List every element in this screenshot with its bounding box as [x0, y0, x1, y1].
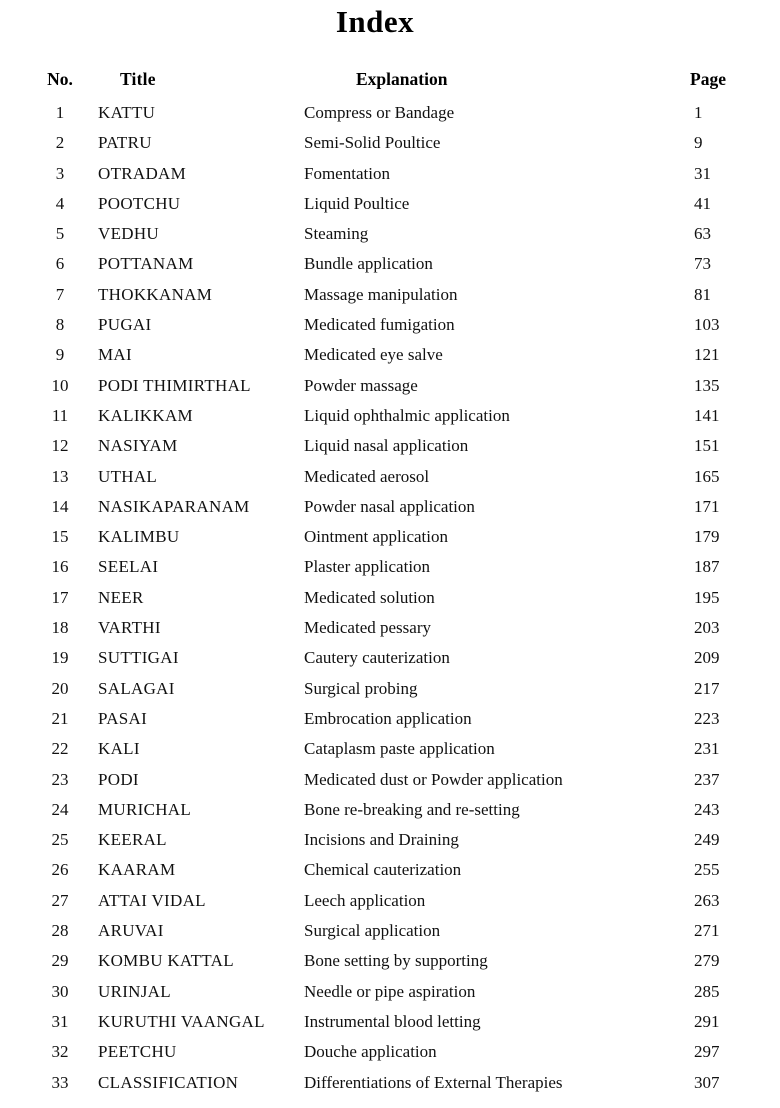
table-row: [38, 583, 752, 613]
table-row: [38, 886, 752, 916]
row-page: 209: [694, 648, 720, 668]
table-row: [38, 855, 752, 885]
table-row: [38, 765, 752, 795]
row-page: 171: [694, 496, 720, 516]
row-title: URINJAL: [98, 981, 171, 1001]
row-no: 6: [55, 254, 65, 274]
row-explanation: Bone re-breaking and re-setting: [304, 799, 520, 819]
row-explanation: Bundle application: [304, 254, 433, 274]
row-no: 33: [51, 1072, 69, 1092]
row-page: 103: [694, 315, 720, 335]
table-row: [38, 946, 752, 976]
row-page: 73: [694, 254, 711, 274]
row-title: SUTTIGAI: [98, 648, 179, 668]
row-title: PEETCHU: [98, 1042, 177, 1062]
row-page: 203: [694, 618, 720, 638]
row-no: 29: [51, 951, 69, 971]
row-title: KALIKKAM: [98, 405, 193, 425]
row-page: 195: [694, 587, 720, 607]
row-title: MAI: [98, 345, 132, 365]
row-title: POTTANAM: [98, 254, 194, 274]
row-no: 15: [51, 527, 69, 547]
row-no: 32: [51, 1042, 69, 1062]
row-no: 20: [51, 678, 69, 698]
row-explanation: Plaster application: [304, 557, 431, 577]
row-page: 9: [694, 133, 703, 153]
row-explanation: Steaming: [304, 224, 369, 244]
table-row: [38, 371, 752, 401]
table-row: [38, 492, 752, 522]
header-explanation: Explanation: [356, 69, 448, 89]
table-row: [38, 249, 752, 279]
row-no: 25: [51, 830, 69, 850]
row-page: 31: [694, 163, 711, 183]
row-explanation: Liquid ophthalmic application: [304, 405, 510, 425]
table-row: [38, 795, 752, 825]
row-title: PATRU: [98, 133, 152, 153]
row-no: 10: [51, 375, 69, 395]
row-page: 217: [694, 678, 720, 698]
table-row: [38, 522, 752, 552]
row-page: 249: [694, 830, 720, 850]
row-no: 24: [51, 799, 69, 819]
row-title: UTHAL: [98, 466, 158, 486]
row-explanation: Embrocation application: [304, 708, 472, 728]
row-explanation: Massage manipulation: [304, 284, 458, 304]
row-title: KEERAL: [98, 830, 167, 850]
row-title: KOMBU KATTAL: [98, 951, 234, 971]
row-explanation: Leech application: [304, 890, 426, 910]
row-title: KATTU: [98, 103, 156, 122]
row-page: 187: [694, 557, 720, 577]
index-table: [38, 64, 752, 1098]
row-title: MURICHAL: [98, 799, 192, 819]
table-row: [38, 613, 752, 643]
row-no: 3: [55, 163, 65, 183]
row-explanation: Fomentation: [304, 163, 390, 183]
row-page: 291: [694, 1011, 720, 1031]
row-explanation: Medicated aerosol: [304, 466, 430, 486]
row-title: KAARAM: [98, 860, 176, 880]
row-no: 7: [55, 284, 65, 304]
table-row: [38, 674, 752, 704]
row-no: 9: [55, 345, 65, 365]
table-row: [38, 825, 752, 855]
row-explanation: Bone setting by supporting: [304, 951, 488, 971]
header-title: Title: [120, 69, 156, 89]
row-page: 121: [694, 345, 720, 365]
table-row: [38, 159, 752, 189]
table-header-row: [38, 64, 752, 96]
row-no: 2: [55, 133, 65, 153]
table-row: [38, 1068, 752, 1098]
row-page: 41: [694, 193, 711, 213]
row-no: 14: [51, 496, 69, 516]
row-title: VEDHU: [98, 224, 159, 244]
header-page: Page: [690, 69, 726, 89]
row-page: 151: [694, 436, 720, 456]
row-title: PUGAI: [98, 315, 152, 335]
row-title: ARUVAI: [98, 921, 164, 941]
row-no: 21: [51, 708, 69, 728]
row-no: 11: [51, 405, 69, 425]
row-explanation: Incisions and Draining: [304, 830, 459, 850]
table-row: [38, 552, 752, 582]
row-no: 26: [51, 860, 69, 880]
table-row: [38, 1007, 752, 1037]
row-page: 237: [694, 769, 720, 789]
table-row: [38, 128, 752, 158]
row-explanation: Instrumental blood letting: [304, 1011, 481, 1031]
table-row: [38, 280, 752, 310]
row-title: KALI: [98, 739, 140, 759]
table-row: [38, 219, 752, 249]
row-explanation: Ointment application: [304, 527, 448, 547]
row-page: 307: [694, 1072, 720, 1092]
row-explanation: Surgical application: [304, 921, 441, 941]
row-explanation: Chemical cauterization: [304, 860, 462, 880]
row-page: 135: [694, 375, 720, 395]
table-row: [38, 431, 752, 461]
table-row: [38, 916, 752, 946]
row-no: 17: [51, 587, 69, 607]
row-no: 4: [55, 193, 65, 213]
row-no: 1: [55, 103, 65, 122]
row-no: 8: [55, 315, 65, 335]
row-title: ATTAI VIDAL: [98, 890, 206, 910]
row-no: 19: [51, 648, 69, 668]
row-title: PODI: [98, 769, 139, 789]
row-title: VARTHI: [98, 618, 161, 638]
row-no: 12: [51, 436, 69, 456]
row-no: 28: [51, 921, 69, 941]
row-no: 16: [51, 557, 69, 577]
row-no: 23: [51, 769, 69, 789]
row-title: KALIMBU: [98, 527, 180, 547]
row-explanation: Needle or pipe aspiration: [304, 981, 476, 1001]
row-explanation: Cataplasm paste application: [304, 739, 495, 759]
row-explanation: Medicated fumigation: [304, 315, 455, 335]
table-row: [38, 98, 752, 128]
row-page: 231: [694, 739, 720, 759]
row-page: 243: [694, 799, 720, 819]
row-no: 5: [55, 224, 65, 244]
row-page: 271: [694, 921, 720, 941]
row-page: 255: [694, 860, 720, 880]
table-body: [38, 98, 752, 1098]
table-row: [38, 189, 752, 219]
table-row: [38, 340, 752, 370]
row-explanation: Liquid Poultice: [304, 193, 410, 213]
table-row: [38, 643, 752, 673]
row-no: 18: [51, 618, 69, 638]
row-explanation: Differentiations of External Therapies: [304, 1072, 563, 1092]
table-row: [38, 734, 752, 764]
row-page: 179: [694, 527, 720, 547]
row-no: 27: [51, 890, 69, 910]
row-title: NASIKAPARANAM: [98, 496, 250, 516]
row-page: 63: [694, 224, 711, 244]
table-row: [38, 310, 752, 340]
row-title: PODI THIMIRTHAL: [98, 375, 251, 395]
row-title: THOKKANAM: [98, 284, 213, 304]
row-page: 279: [694, 951, 720, 971]
table-row: [38, 977, 752, 1007]
row-no: 13: [51, 466, 69, 486]
row-title: OTRADAM: [98, 163, 187, 183]
page-title: Index: [335, 4, 415, 39]
table-row: [38, 1037, 752, 1067]
table-row: [38, 462, 752, 492]
row-no: 22: [51, 739, 69, 759]
row-page: 81: [694, 284, 711, 304]
row-title: SEELAI: [98, 557, 159, 577]
row-title: PASAI: [98, 708, 148, 728]
row-title: POOTCHU: [98, 193, 181, 213]
row-explanation: Surgical probing: [304, 678, 418, 698]
row-explanation: Medicated eye salve: [304, 345, 443, 365]
row-explanation: Cautery cauterization: [304, 648, 450, 668]
row-explanation: Douche application: [304, 1042, 437, 1062]
row-page: 297: [694, 1042, 720, 1062]
row-title: SALAGAI: [98, 678, 175, 698]
table-row: [38, 401, 752, 431]
row-title: NEER: [98, 587, 144, 607]
table-row: [38, 704, 752, 734]
row-title: NASIYAM: [98, 436, 178, 456]
row-explanation: Compress or Bandage: [304, 103, 455, 122]
row-explanation: Powder massage: [304, 375, 418, 395]
row-page: 285: [694, 981, 720, 1001]
header-no: No.: [47, 69, 73, 89]
row-title: CLASSIFICATION: [98, 1072, 239, 1092]
row-explanation: Medicated pessary: [304, 618, 431, 638]
row-explanation: Powder nasal application: [304, 496, 475, 516]
row-no: 30: [51, 981, 69, 1001]
row-explanation: Medicated solution: [304, 587, 435, 607]
row-explanation: Semi-Solid Poultice: [304, 133, 441, 153]
row-title: KURUTHI VAANGAL: [98, 1011, 265, 1031]
row-page: 223: [694, 708, 720, 728]
row-page: 263: [694, 890, 720, 910]
row-page: 141: [694, 405, 720, 425]
row-page: 165: [694, 466, 720, 486]
row-no: 31: [51, 1011, 69, 1031]
row-explanation: Medicated dust or Powder application: [304, 769, 563, 789]
row-page: 1: [694, 103, 703, 122]
row-explanation: Liquid nasal application: [304, 436, 469, 456]
